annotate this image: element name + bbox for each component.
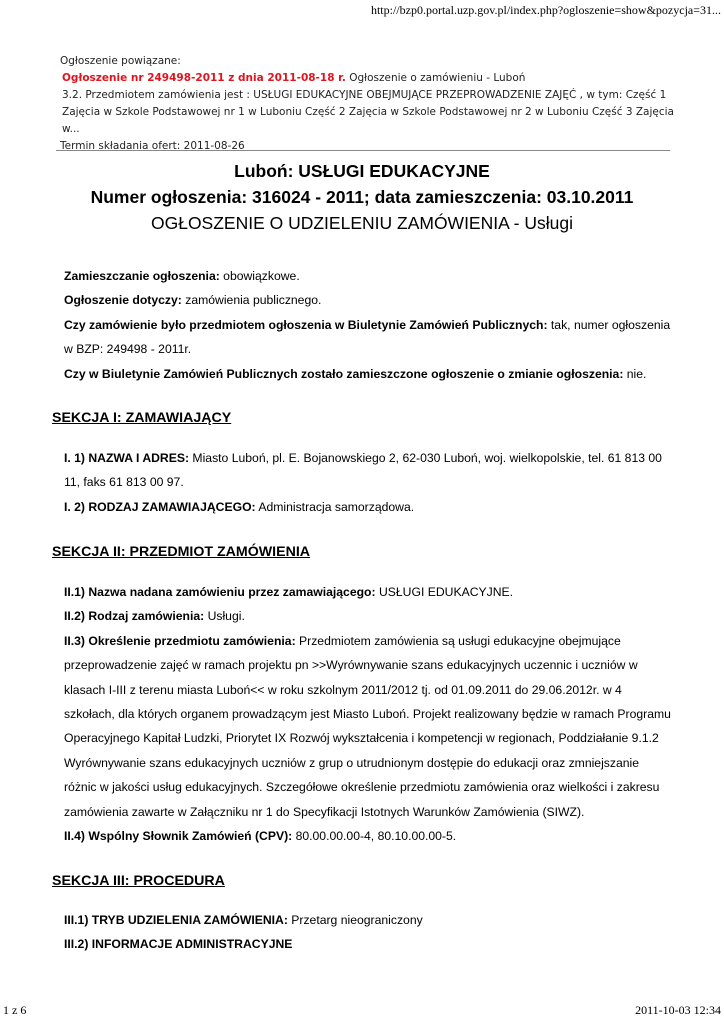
section-1-block [64,446,672,519]
page-title: Luboń: USŁUGI EDUKACYJNE [234,161,490,181]
page-number: 1 z 6 [3,1003,27,1017]
section-2-title: SEKCJA II: PRZEDMIOT ZAMÓWIENIA [52,544,311,560]
section-3-block [64,908,672,957]
related-notice-text: Ogłoszenie o zamówieniu - Luboń [345,72,526,84]
section-item [64,604,672,628]
related-notice-line [60,70,676,87]
section-item [64,629,672,824]
page-url: http://bzp0.portal.uzp.gov.pl/index.php?ogloszenie=show&pozycja=31... [370,3,721,17]
section-item [64,580,672,604]
intro-item [64,313,672,362]
section-item [64,495,672,519]
intro-label: Ogłoszenie dotyczy: [64,293,182,308]
print-datetime: 2011-10-03 12:34 [635,1003,721,1017]
section-item-value: Usługi. [204,609,245,624]
section-item [64,908,672,932]
intro-label: Zamieszczanie ogłoszenia: [64,269,220,283]
section-item-value: Przetarg nieograniczony [287,913,423,927]
intro-item [64,264,672,288]
intro-label: Czy zamówienie było przedmiotem ogłoszenia w Biuletynie Zamówień Publicznych: [64,317,548,332]
related-label: Ogłoszenie powiązane: [60,55,181,67]
section-item-label: III.2) INFORMACJE ADMINISTRACYJNE [64,937,293,952]
related-deadline: Termin składania ofert: 2011-08-26 [60,140,245,152]
intro-value: tak, numer ogłoszenia w BZP: 249498 - 2011r. [64,317,671,357]
related-notice-link[interactable]: Ogłoszenie nr 249498-2011 z dnia 2011-08-18 r. [62,72,346,84]
section-item-value: USŁUGI EDUKACYJNE. [375,585,514,599]
intro-block [64,264,672,386]
intro-label: Czy w Biuletynie Zamówień Publicznych zostało zamieszczone ogłoszenie o zmianie ogłoszenia: [64,366,624,381]
section-item-label: III.1) TRYB UDZIELENIA ZAMÓWIENIA: [64,913,288,927]
section-item-value: 80.00.00.00-4, 80.10.00.00-5. [292,829,457,844]
intro-value: nie. [623,366,647,381]
intro-value: zamówienia publicznego. [181,293,322,308]
section-item-label: II.3) Określenie przedmiotu zamówienia: [64,633,296,648]
section-item-value: Miasto Luboń, pl. E. Bojanowskiego 2, 62-030 Luboń, woj. wielkopolskie, tel. 61 813 00 11, faks 61 813 00 97. [64,451,662,490]
related-notice-box [60,53,676,155]
section-item-label: I. 2) RODZAJ ZAMAWIAJĄCEGO: [64,499,256,514]
intro-value: obowiązkowe. [219,269,300,283]
section-1-title: SEKCJA I: ZAMAWIAJĄCY [52,410,232,426]
section-item-label: II.2) Rodzaj zamówienia: [64,609,205,624]
section-item [64,824,672,848]
notice-type: OGŁOSZENIE O UDZIELENIU ZAMÓWIENIA - Usługi [150,213,573,233]
related-description: 3.2. Przedmiotem zamówienia jest : USŁUGI EDUKACYJNE OBEJMUJĄCE PRZEPROWADZENIE ZAJĘĆ , w tym: Część 1 Zajęcia w Szkole Podstawowej nr 1 w Luboniu Część 2 Zajęcia w Szkole Podstawowej nr 2 w Luboniu Część 3 Zajęcia w... [62,89,674,135]
section-item-label: I. 1) NAZWA I ADRES: [64,451,190,465]
section-2-block [64,580,672,848]
divider [56,150,670,151]
section-item-label: II.1) Nazwa nadana zamówieniu przez zamawiającego: [64,585,376,599]
section-3-title: SEKCJA III: PROCEDURA [52,873,225,889]
section-item-label: II.4) Wspólny Słownik Zamówień (CPV): [64,829,293,844]
intro-item [64,288,672,312]
notice-number: Numer ogłoszenia: 316024 - 2011; data zamieszczenia: 03.10.2011 [90,187,634,207]
section-item [64,932,672,956]
section-item [64,446,672,495]
intro-item [64,362,672,386]
section-item-value: Przedmiotem zamówienia są usługi edukacyjne obejmujące przeprowadzenie zajęć w ramach projektu pn >>Wyrównywanie szans edukacyjnych uczennic i uczniów w klasach I-III z terenu miasta Luboń<< w roku szkolnym 2011/2012 tj. od 01.09.2011 do 29.06.2012r. w 4 szkołach, dla których organem prowadzącym jest Miasto Luboń. Projekt realizowany będzie w ramach Programu Operacyjnego Kapitał Ludzki, Priorytet IX Rozwój wykształcenia i kompetencji w regionach, Poddziałanie 9.1.2 Wyrównywanie szans edukacyjnych uczniów z grup o utrudnionym dostępie do edukacji oraz zmniejszanie różnic w jakości usług edukacyjnych. Szczegółowe określenie przedmiotu zamówienia oraz wielkości i zakresu zamówienia zawarte w Załączniku nr 1 do Specyfikacji Istotnych Warunków Zamówienia (SIWZ). [64,633,671,819]
section-item-value: Administracja samorządowa. [255,499,415,514]
